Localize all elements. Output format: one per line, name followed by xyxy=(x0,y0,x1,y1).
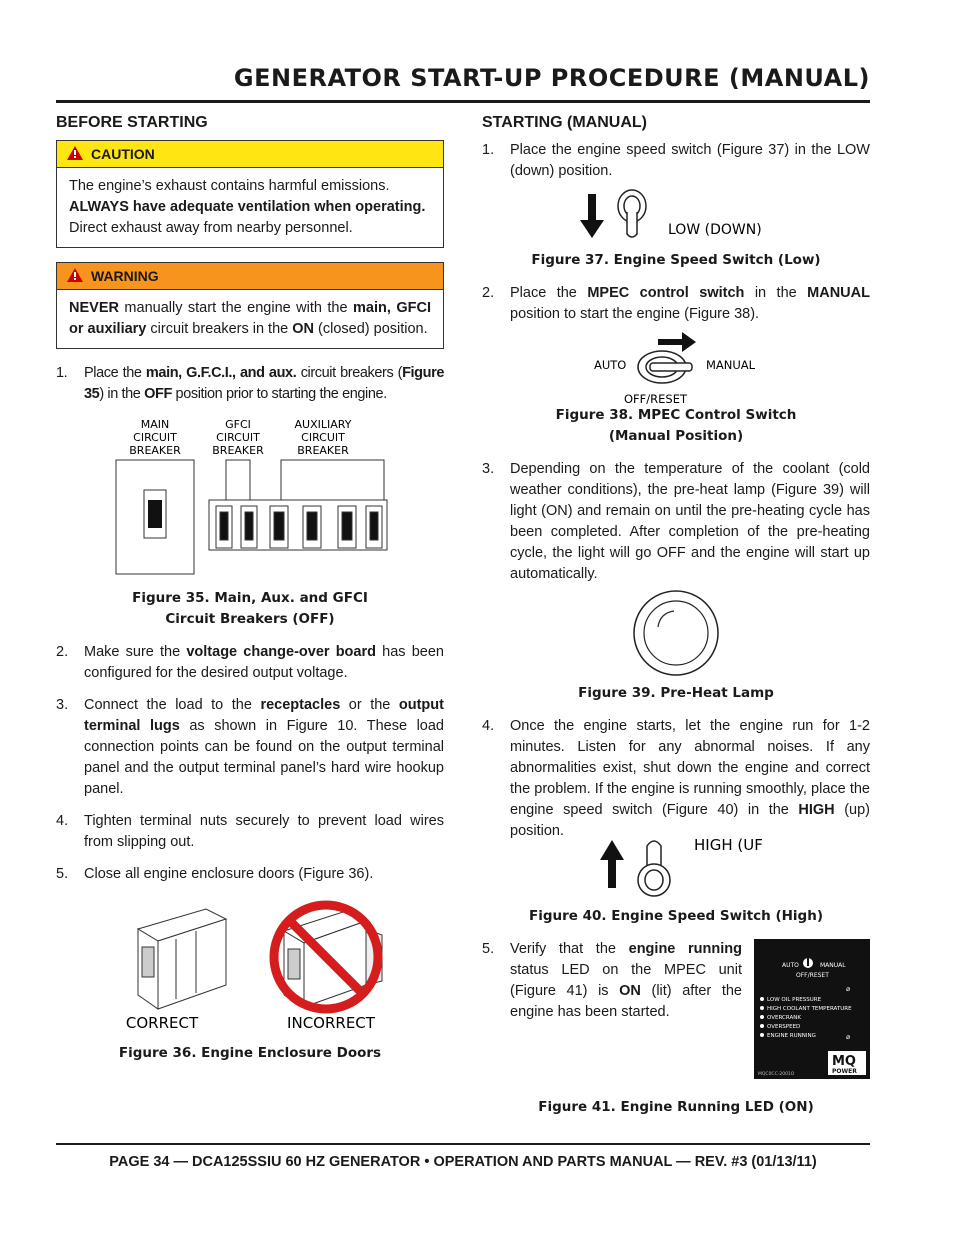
arrow-down-icon xyxy=(580,194,604,238)
step-bold: voltage change-over board xyxy=(186,644,376,660)
step5-area xyxy=(482,939,870,1089)
caution-label: CAUTION xyxy=(91,146,155,162)
mq-logo: MQ xyxy=(832,1054,856,1069)
figure-37-caption: Figure 37. Engine Speed Switch (Low) xyxy=(531,252,821,268)
manual-label: MANUAL xyxy=(706,358,756,372)
main-label-2: CIRCUIT xyxy=(133,431,177,444)
generator-closed-icon xyxy=(138,909,226,1009)
start-steps-4 xyxy=(482,716,870,842)
gfci-label-1: GFCI xyxy=(225,418,251,431)
main-label-3: BREAKER xyxy=(129,444,181,457)
main-label-1: MAIN xyxy=(140,418,170,431)
caption-line: Figure 38. MPEC Control Switch xyxy=(555,407,797,423)
speed-switch-high-illustration xyxy=(482,832,870,902)
step-text: Depending on the temperature of the coolant (cold weather conditions), the pre-heat lamp (Figure 39) will light (ON) and remain on until the pre-heating cycle has been completed. After completion of the pre-heating cycle, the light will go OFF and the engine will start up automatically. xyxy=(510,461,870,582)
step-text: in the xyxy=(744,285,808,301)
step-text: ) in the xyxy=(99,386,145,402)
before-step-1 xyxy=(56,363,444,405)
step-bold: main, G.F.C.I., and aux. xyxy=(145,365,297,381)
caution-text xyxy=(57,168,443,247)
correct-label: CORRECT xyxy=(125,1014,199,1032)
warning-text xyxy=(57,290,443,348)
step-text: Once the engine starts, let the engine run for 1-2 minutes. Listen for any abnormal noises. If any abnormalities exist, shut down the engine and correct the problem. If the engine is running smoothly, place the engine speed switch (Figure 40) in the xyxy=(510,718,870,818)
start-step-1 xyxy=(482,140,870,182)
step-number: 5. xyxy=(56,866,69,882)
caution-header xyxy=(57,141,443,168)
step-number: 3. xyxy=(56,697,69,713)
status-led-list xyxy=(760,997,852,1039)
step-text: Place the engine speed switch (Figure 37) in the LOW (down) position. xyxy=(510,142,870,179)
step-text: status LED on the MPEC unit (Figure 41) is xyxy=(510,962,742,999)
mq-logo-sub: POWER xyxy=(832,1068,857,1075)
off-reset-label: OFF/RESET xyxy=(624,392,688,406)
figure-40 xyxy=(482,832,870,902)
warning-breakers: main, GFCI or auxiliary xyxy=(69,300,431,337)
step-number: 2. xyxy=(482,285,495,301)
aux-label-2: CIRCUIT xyxy=(301,431,345,444)
speed-switch-low-illustration xyxy=(482,186,870,246)
step-text: Make sure the xyxy=(84,644,187,660)
step-text: has been configured for the desired output voltage. xyxy=(84,644,444,681)
step-text: Tighten terminal nuts securely to prevent load wires from slipping out. xyxy=(84,813,444,850)
starting-manual-heading: STARTING (MANUAL) xyxy=(482,114,648,131)
figure-35 xyxy=(56,416,444,596)
panel-auto-label: AUTO xyxy=(782,962,799,969)
toggle-switch-icon xyxy=(618,190,646,237)
step-bold: OFF xyxy=(144,386,172,402)
incorrect-label: INCORRECT xyxy=(287,1014,375,1032)
before-steps-cont xyxy=(56,642,444,885)
before-step-5 xyxy=(56,864,444,885)
led-engine-running: ENGINE RUNNING xyxy=(767,1033,816,1039)
svg-text:⌀: ⌀ xyxy=(846,985,851,993)
led-overcrank: OVERCRANK xyxy=(767,1015,801,1021)
step-number: 1. xyxy=(56,365,68,381)
start-step-3 xyxy=(482,459,870,585)
warning-header xyxy=(57,263,443,290)
toggle-switch-icon xyxy=(638,841,670,896)
step-bold: output terminal lugs xyxy=(84,697,444,734)
step-text: circuit breakers ( xyxy=(296,365,403,381)
step-bold: MANUAL xyxy=(807,285,870,301)
step-text: Verify that the xyxy=(510,941,629,957)
step-bold: receptacles xyxy=(260,697,341,713)
start-steps xyxy=(482,140,870,182)
step-number: 3. xyxy=(482,461,495,477)
step-bold: HIGH xyxy=(798,802,835,818)
caution-line3: Direct exhaust away from nearby personnel. xyxy=(69,220,353,236)
figure-40-caption: Figure 40. Engine Speed Switch (High) xyxy=(528,908,824,924)
step-number: 4. xyxy=(482,718,495,734)
before-step-3 xyxy=(56,695,444,800)
led-low-oil: LOW OIL PRESSURE xyxy=(767,997,822,1003)
step-number: 1. xyxy=(482,142,495,158)
caution-line1: The engine’s exhaust contains harmful emissions. xyxy=(69,178,390,194)
caption-line: Circuit Breakers (OFF) xyxy=(165,611,335,627)
step-text: position to start the engine (Figure 38). xyxy=(510,306,760,322)
warning-never: NEVER xyxy=(69,300,119,316)
step-text: position prior to starting the engine. xyxy=(171,386,387,402)
figure-38-caption xyxy=(482,405,870,447)
warning-triangle-icon xyxy=(67,268,83,285)
figure-38 xyxy=(482,329,870,407)
figure-36 xyxy=(56,899,444,1039)
step-number: 5. xyxy=(482,941,495,957)
mpec-led-panel xyxy=(754,939,870,1079)
start-step-4 xyxy=(482,716,870,842)
figure-39 xyxy=(482,589,870,679)
start-step-5 xyxy=(482,939,742,1023)
led-overspeed: OVERSPEED xyxy=(767,1024,801,1030)
figure-39-caption: Figure 39. Pre-Heat Lamp xyxy=(578,685,774,701)
step-text: (up) position. xyxy=(510,802,870,839)
before-starting-heading: BEFORE STARTING xyxy=(56,114,208,131)
low-down-label: LOW (DOWN) xyxy=(668,222,762,238)
mpec-panel-illustration xyxy=(754,939,870,1079)
start-steps-3 xyxy=(482,459,870,585)
led-high-coolant: HIGH COOLANT TEMPERATURE xyxy=(767,1006,852,1012)
enclosure-doors-illustration xyxy=(56,899,444,1039)
pre-heat-lamp-icon xyxy=(482,589,870,679)
arrow-right-icon xyxy=(658,332,696,352)
step-number: 4. xyxy=(56,813,69,829)
page-footer: PAGE 34 — DCA125SSIU 60 HZ GENERATOR • OPERATION AND PARTS MANUAL — REV. #3 (01/13/11) xyxy=(109,1154,817,1170)
step-bold: Figure 35 xyxy=(84,365,444,402)
caption-line: Figure 35. Main, Aux. and GFCI xyxy=(132,590,368,606)
step-number: 2. xyxy=(56,644,69,660)
panel-off-label: OFF/RESET xyxy=(796,972,829,979)
before-steps xyxy=(56,363,444,405)
start-steps-2 xyxy=(482,283,870,325)
warning-triangle-icon xyxy=(67,146,83,163)
high-up-label: HIGH (UF xyxy=(694,836,763,854)
figure-41-caption: Figure 41. Engine Running LED (ON) xyxy=(538,1099,814,1115)
warning-on: ON xyxy=(292,321,314,337)
mpec-switch-illustration xyxy=(482,329,870,407)
warning-part: (closed) position. xyxy=(314,321,428,337)
step-text: Place the xyxy=(510,285,588,301)
arrow-up-icon xyxy=(600,840,624,888)
warning-part: manually start the engine with the xyxy=(118,300,354,316)
step-text: Connect the load to the xyxy=(84,697,261,713)
footer-rule xyxy=(56,1143,870,1145)
warning-part: circuit breakers in the xyxy=(146,321,293,337)
step-text: (lit) after the engine has been started. xyxy=(510,983,742,1020)
aux-label-1: AUXILIARY xyxy=(294,418,352,431)
step-text: Place the xyxy=(84,365,146,381)
circuit-breakers-illustration xyxy=(56,416,444,596)
start-step-2 xyxy=(482,283,870,325)
page-title: GENERATOR START-UP PROCEDURE (MANUAL) xyxy=(233,64,870,92)
step-bold: MPEC control switch xyxy=(587,285,745,301)
caution-line2: ALWAYS have adequate ventilation when operating. xyxy=(69,199,426,215)
auto-label: AUTO xyxy=(594,358,627,372)
caption-line: (Manual Position) xyxy=(608,428,744,444)
step-text: Close all engine enclosure doors (Figure 36). xyxy=(84,866,374,882)
svg-text:⌀: ⌀ xyxy=(846,1033,851,1041)
right-column xyxy=(482,114,870,1130)
figure-37 xyxy=(482,186,870,246)
caution-box xyxy=(56,140,444,248)
panel-manual-label: MANUAL xyxy=(820,962,846,969)
warning-box xyxy=(56,262,444,349)
warning-label: WARNING xyxy=(91,268,159,284)
aux-label-3: BREAKER xyxy=(297,444,349,457)
gfci-label-2: CIRCUIT xyxy=(216,431,260,444)
title-rule xyxy=(56,100,870,103)
left-column xyxy=(56,114,444,1076)
before-step-4 xyxy=(56,811,444,853)
rotary-switch-icon xyxy=(638,351,692,383)
figure-36-caption: Figure 36. Engine Enclosure Doors xyxy=(118,1045,382,1061)
step-text: or the xyxy=(340,697,399,713)
before-step-2 xyxy=(56,642,444,684)
step-bold: engine running xyxy=(628,941,742,957)
step-bold: ON xyxy=(619,983,641,999)
panel-part-number: MQC0CC-2001O xyxy=(758,1072,795,1077)
gfci-label-3: BREAKER xyxy=(212,444,264,457)
step-text: as shown in Figure 10. These load connection points can be found on the output terminal panel and the output terminal panel’s hard wire hookup panel. xyxy=(84,718,444,797)
